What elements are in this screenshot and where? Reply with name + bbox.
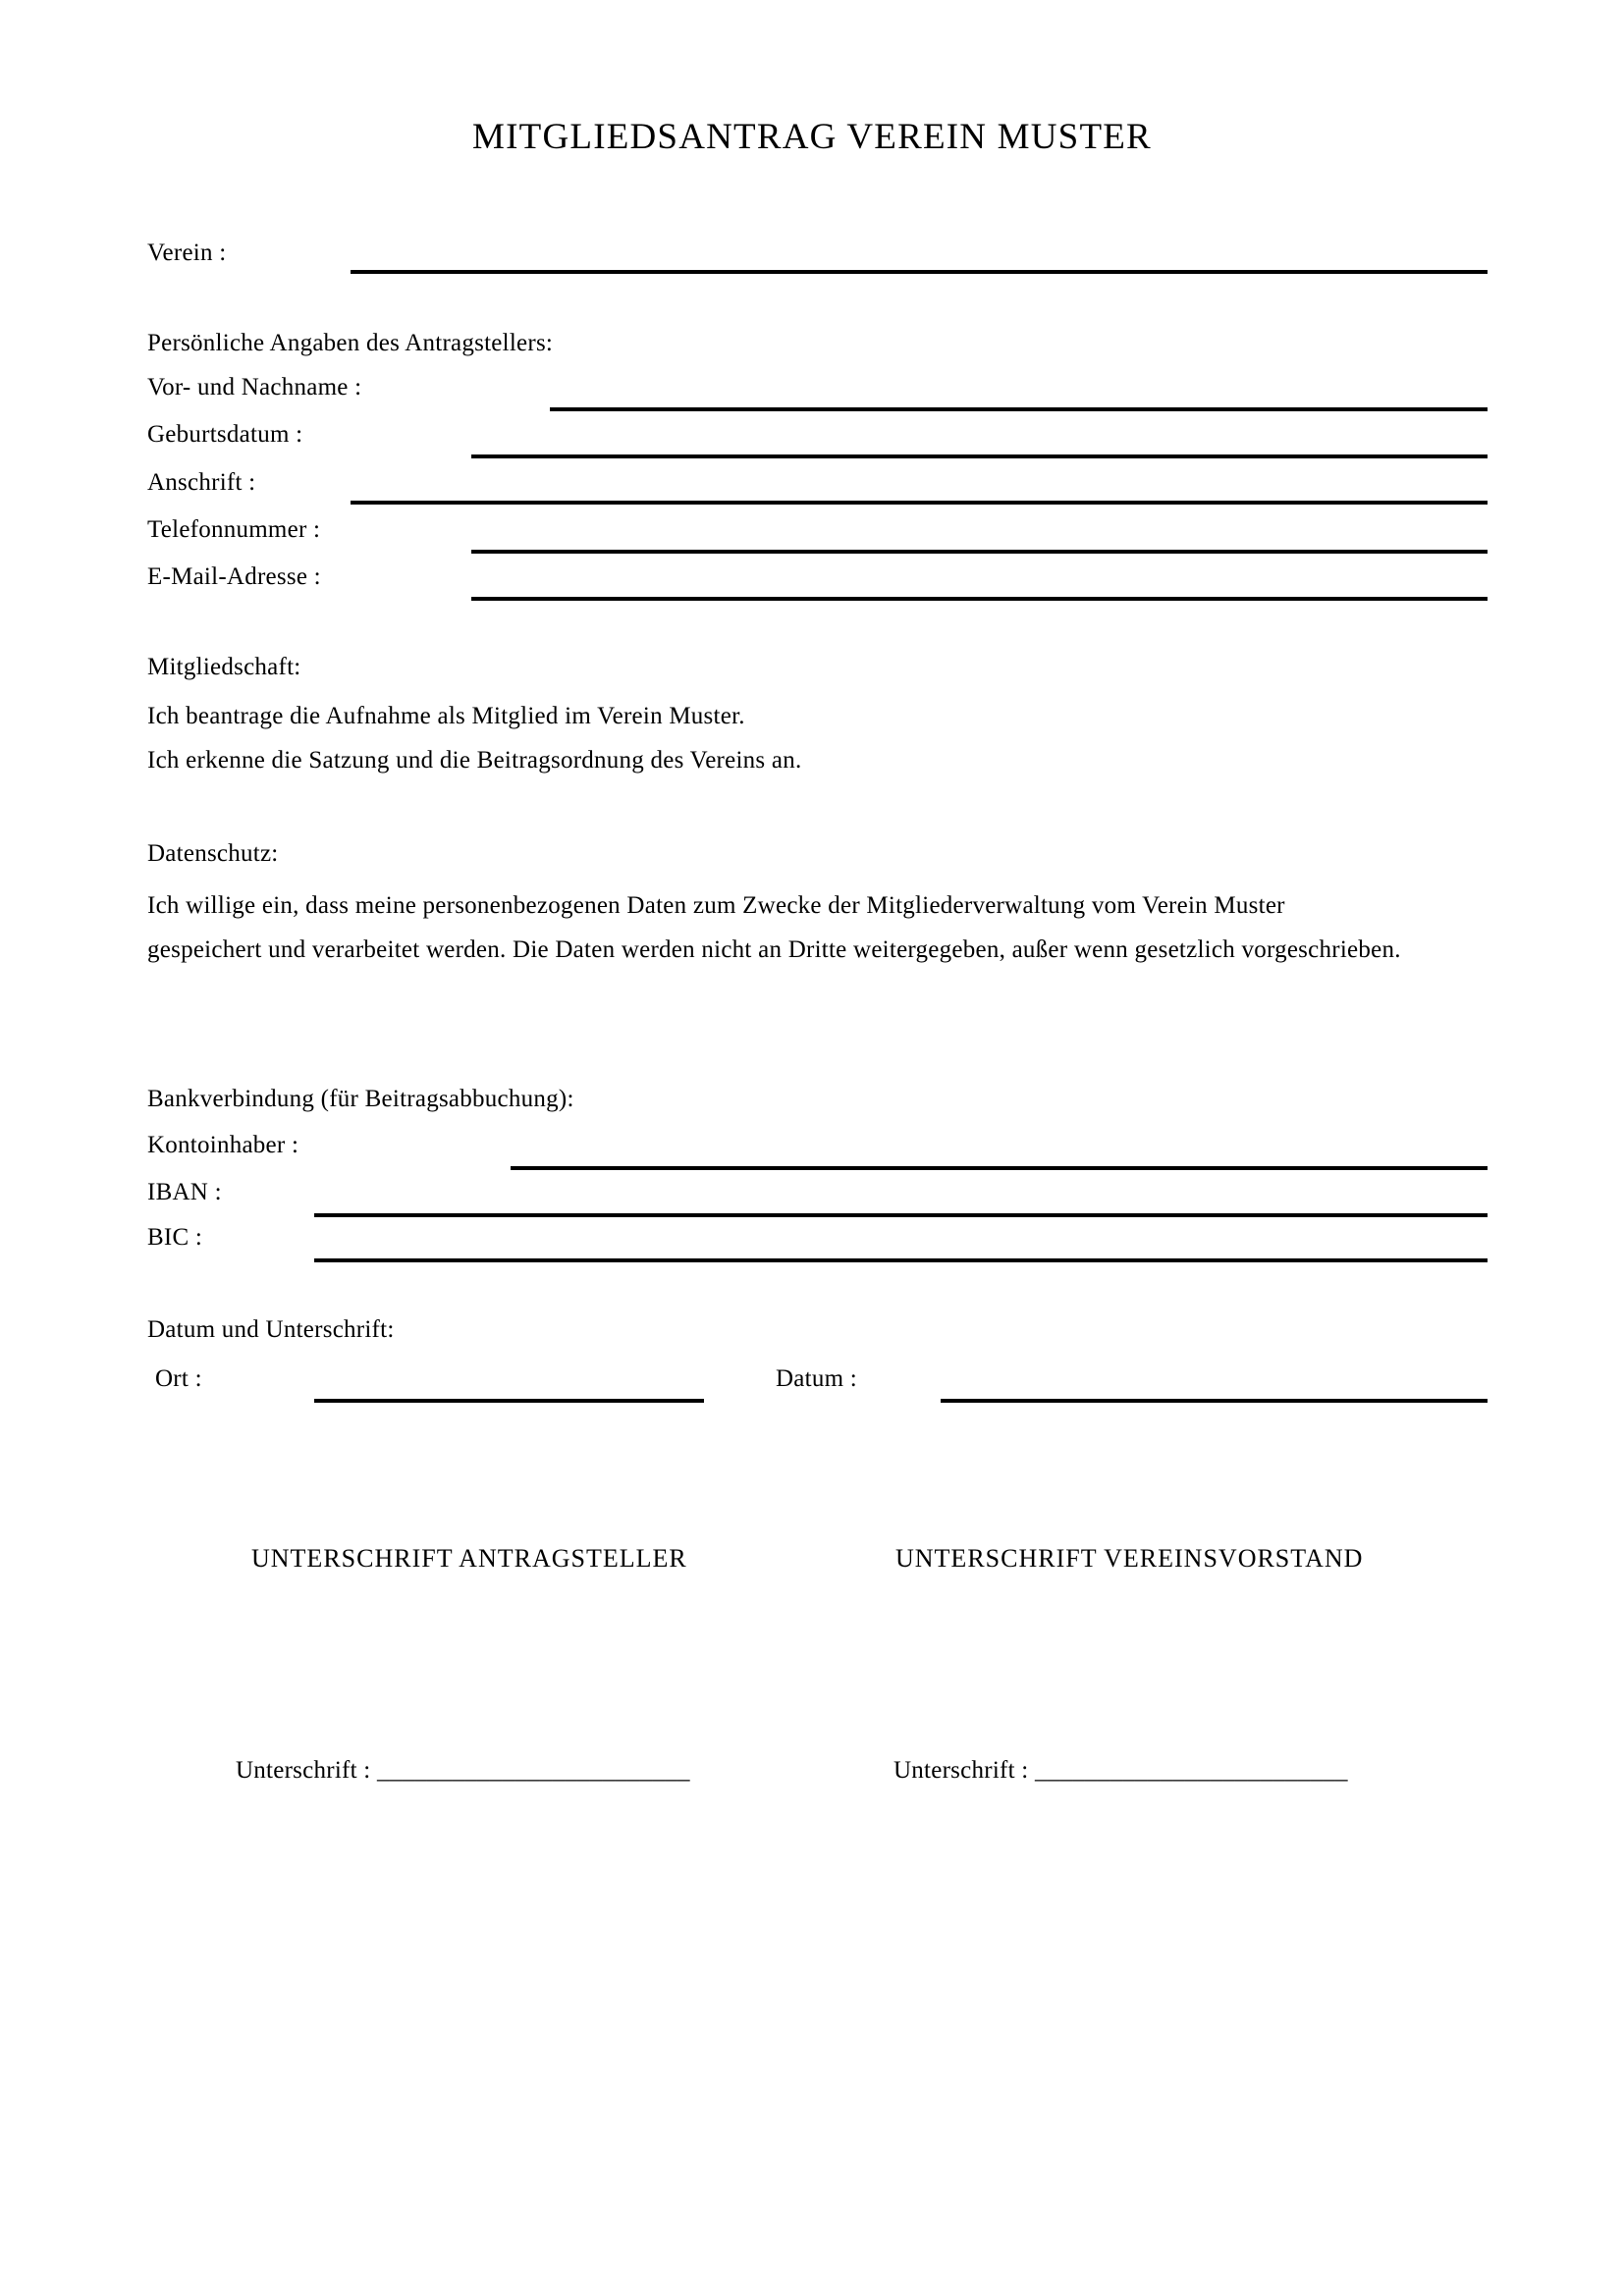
membership-statement-2: Ich erkenne die Satzung und die Beitragsordnung des Vereins an. <box>147 747 802 774</box>
input-line-verein[interactable] <box>351 270 1488 274</box>
section-heading-bank: Bankverbindung (für Beitragsabbuchung): <box>147 1086 574 1112</box>
membership-statement-1: Ich beantrage die Aufnahme als Mitglied im Verein Muster. <box>147 703 745 729</box>
input-line-email-adresse[interactable] <box>471 597 1488 601</box>
input-line-geburtsdatum[interactable] <box>471 454 1488 458</box>
section-heading-date-signature: Datum und Unterschrift: <box>147 1316 395 1343</box>
input-line-bic[interactable] <box>314 1258 1488 1262</box>
signature-heading-board: UNTERSCHRIFT VEREINSVORSTAND <box>895 1544 1364 1573</box>
label-ort: Ort : <box>155 1365 202 1392</box>
input-line-anschrift[interactable] <box>351 501 1488 505</box>
label-bic: BIC : <box>147 1224 203 1251</box>
input-line-iban[interactable] <box>314 1213 1488 1217</box>
label-datum: Datum : <box>776 1365 857 1392</box>
label-telefonnummer: Telefonnummer : <box>147 516 321 543</box>
signature-field-board[interactable]: Unterschrift : _________________________ <box>893 1757 1348 1784</box>
input-line-ort[interactable] <box>314 1399 704 1403</box>
label-vor-und-nachname: Vor- und Nachname : <box>147 374 362 400</box>
label-kontoinhaber: Kontoinhaber : <box>147 1132 299 1158</box>
label-email-adresse: E-Mail-Adresse : <box>147 563 321 590</box>
signature-heading-applicant: UNTERSCHRIFT ANTRAGSTELLER <box>251 1544 687 1573</box>
label-verein: Verein : <box>147 240 227 266</box>
label-geburtsdatum: Geburtsdatum : <box>147 421 303 448</box>
section-heading-personal: Persönliche Angaben des Antragstellers: <box>147 330 554 356</box>
section-heading-membership: Mitgliedschaft: <box>147 654 301 680</box>
signature-field-applicant[interactable]: Unterschrift : _________________________ <box>236 1757 690 1784</box>
input-line-telefonnummer[interactable] <box>471 550 1488 554</box>
page-title: MITGLIEDSANTRAG VEREIN MUSTER <box>472 117 1152 157</box>
input-line-datum[interactable] <box>941 1399 1488 1403</box>
section-heading-privacy: Datenschutz: <box>147 840 279 867</box>
input-line-kontoinhaber[interactable] <box>511 1166 1488 1170</box>
input-line-vor-und-nachname[interactable] <box>550 407 1488 411</box>
label-iban: IBAN : <box>147 1179 222 1205</box>
privacy-body-text: Ich willige ein, dass meine personenbezogenen Daten zum Zwecke der Mitgliederverwaltung vom Verein Muster gespeichert und verarbeitet werden. Die Daten werden nicht an Dritte weitergegeben, außer wenn gesetzlich vorgeschrieben. <box>147 892 1401 963</box>
label-anschrift: Anschrift : <box>147 469 256 496</box>
